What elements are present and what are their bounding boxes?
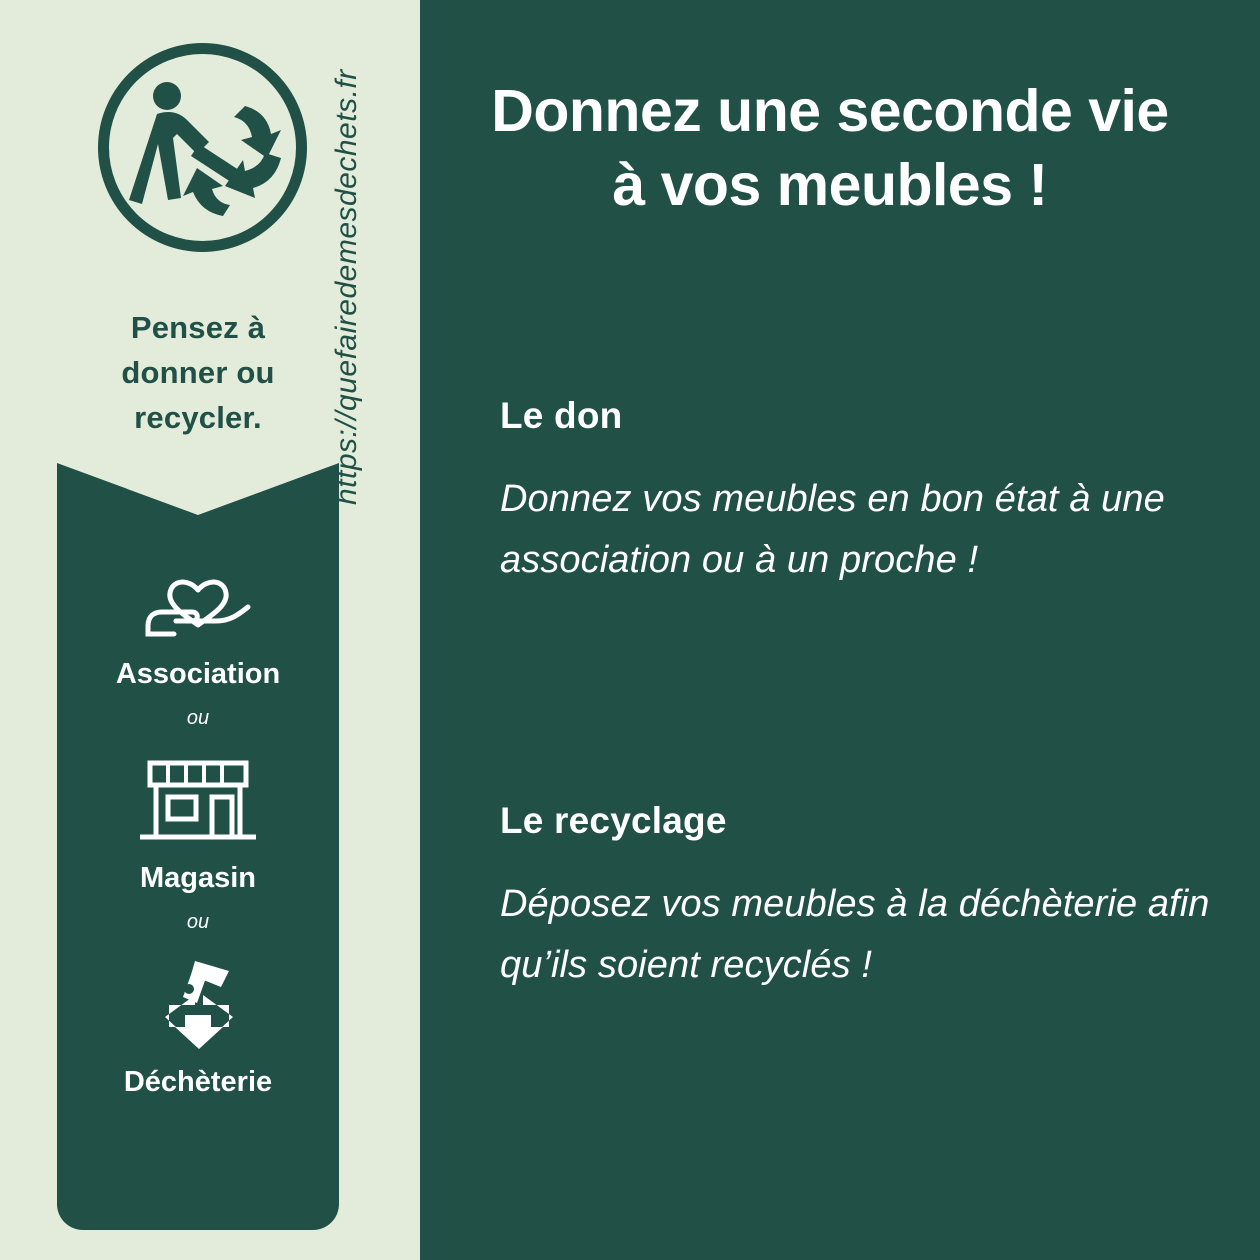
left-panel <box>0 0 420 1260</box>
section-text-don: Donnez vos meubles en bon état à une association ou à un proche ! <box>500 478 1165 581</box>
section-title-don: Le don <box>500 395 623 436</box>
option-label-decheterie: Déchèterie <box>123 1066 273 1098</box>
headline-line-2: à vos meubles ! <box>612 151 1048 218</box>
option-separator-1: ou <box>186 707 210 729</box>
right-panel <box>420 0 1260 1260</box>
shop-icon <box>57 744 339 856</box>
advice-line-1: Pensez à <box>130 310 266 345</box>
hand-heart-icon <box>57 540 339 652</box>
options-list <box>57 540 339 1099</box>
option-separator-2: ou <box>186 911 210 933</box>
advice-line-3: recycler. <box>134 399 262 435</box>
headline-line-1: Donnez une seconde vie <box>491 78 1169 144</box>
section-le-recyclage <box>500 800 1220 996</box>
recycling-logo <box>95 40 310 255</box>
option-label-magasin: Magasin <box>139 862 257 894</box>
advice-tag <box>57 268 339 463</box>
section-le-don <box>500 395 1220 591</box>
page-title <box>430 75 1230 223</box>
section-title-recyclage: Le recyclage <box>500 800 727 841</box>
option-label-association: Association <box>115 658 281 690</box>
options-column <box>57 268 339 1230</box>
advice-tag-text <box>57 306 339 441</box>
advice-tag-pointer <box>57 463 339 515</box>
section-text-recyclage: Déposez vos meubles à la déchèterie afin qu’ils soient recyclés ! <box>500 883 1210 986</box>
website-url[interactable]: https://quefairedemesdechets.fr <box>330 69 363 505</box>
advice-line-2: donner ou <box>121 354 275 390</box>
recycling-center-icon <box>57 948 339 1060</box>
